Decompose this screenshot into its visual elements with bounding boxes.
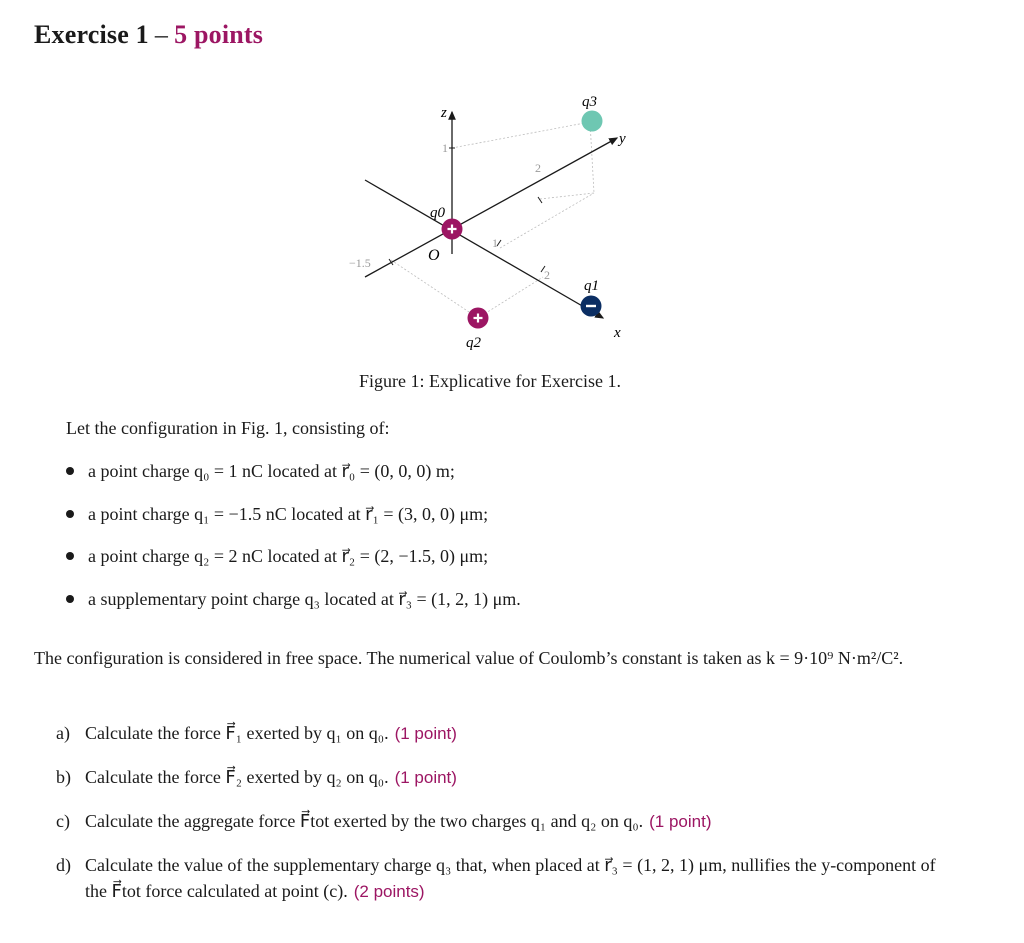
task-letter: c): [56, 811, 70, 831]
charge-list: [60, 450, 521, 620]
charge-text: a point charge q₀ = 1 nC located at r⃗₀ = (0, 0, 0) m;: [88, 461, 455, 482]
task-list: [56, 720, 956, 922]
neg-tick-label: −1.5: [349, 256, 371, 270]
bullet-icon: [66, 510, 74, 518]
charge-text: a point charge q₂ = 2 nC located at r⃗₂ = (2, −1.5, 0) μm;: [88, 546, 489, 567]
charge-text: a supplementary point charge q₃ located at r⃗₃ = (1, 2, 1) μm.: [88, 588, 521, 609]
task-letter: b): [56, 767, 71, 787]
x-axis: [365, 180, 603, 318]
exercise-points: 5 points: [174, 20, 264, 49]
y-tick-label: 2: [535, 161, 541, 175]
q2-label: q2: [466, 335, 481, 351]
free-space-paragraph: The configuration is considered in free space. The numerical value of Coulomb’s constant is taken as k = 9·10⁹ N·m²/C².: [34, 648, 904, 668]
y-axis-label: y: [619, 131, 626, 147]
task-c: [56, 808, 956, 835]
task-points: (1 point): [394, 768, 457, 787]
charge-text: a point charge q₁ = −1.5 nC located at r⃗₁ = (3, 0, 0) μm;: [88, 503, 489, 524]
list-item: [60, 578, 521, 621]
task-points: (1 point): [649, 812, 712, 831]
ticks: [389, 148, 545, 272]
task-d: [56, 852, 956, 905]
title-dash: –: [154, 20, 169, 49]
figure-caption: Figure 1: Explicative for Exercise 1.: [359, 371, 621, 391]
task-text: Calculate the force F⃗₂ exerted by q₂ on q₀.: [85, 767, 389, 787]
charge-configuration-figure: [330, 82, 650, 362]
exercise-number: Exercise 1: [34, 20, 149, 49]
origin-label: O: [428, 247, 440, 264]
projection-lines: [391, 122, 594, 318]
z-tick-label: 1: [442, 141, 448, 155]
task-points: (1 point): [394, 724, 457, 743]
axes: [365, 112, 617, 318]
intro-text: Let the configuration in Fig. 1, consisting of:: [66, 418, 390, 438]
task-text: Calculate the aggregate force F⃗tot exerted by the two charges q₁ and q₂ on q₀.: [85, 811, 644, 831]
bullet-icon: [66, 552, 74, 560]
task-text: Calculate the force F⃗₁ exerted by q₁ on q₀.: [85, 723, 389, 743]
charge-q2: [468, 308, 489, 329]
bullet-icon: [66, 595, 74, 603]
q0-label: q0: [430, 205, 445, 221]
task-b: [56, 764, 956, 791]
q1-label: q1: [584, 278, 599, 294]
exercise-title: [34, 20, 263, 50]
task-text: Calculate the value of the supplementary charge q₃ that, when placed at r⃗₃ = (1, 2, 1) μm, nullifies the y-component of the F⃗tot force calculated at point (c).: [85, 855, 936, 901]
task-a: [56, 720, 956, 747]
charge-q0: [442, 219, 463, 240]
task-letter: a): [56, 723, 70, 743]
charge-q3: [582, 111, 603, 132]
z-axis-label: z: [441, 105, 447, 121]
y-axis: [365, 138, 617, 277]
task-letter: d): [56, 855, 71, 875]
charge-q1: [581, 296, 602, 317]
x-axis-label: x: [614, 325, 621, 341]
q3-label: q3: [582, 94, 597, 110]
bullet-icon: [66, 467, 74, 475]
x-tick-label-1: 1: [492, 236, 498, 250]
task-points: (2 points): [353, 882, 425, 901]
x-tick-label-2: 2: [544, 268, 550, 282]
